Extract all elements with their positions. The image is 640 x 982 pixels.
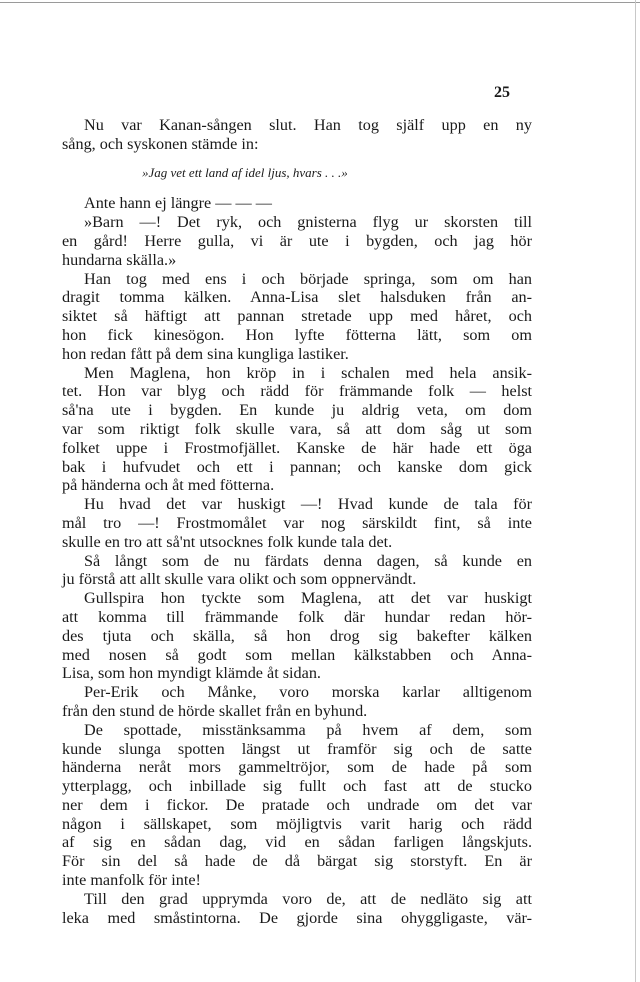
text-line: sång, och syskonen stämde in:: [62, 134, 259, 153]
text-line: så'na ute i bygden. En kunde ju aldrig veta, om dom: [62, 401, 532, 420]
text-line: Till den grad upprymda voro de, att de nedläto sig att: [84, 889, 532, 908]
text-line: händerna neråt mors gammeltröjor, som de hade på som: [62, 758, 532, 777]
text-line: des tjuta och skälla, så hon drog sig bakefter kälken: [62, 626, 532, 645]
text-line: ytterplagg, och inbillade sig fullt och fast att de stucko: [62, 777, 532, 796]
text-line: Han tog med ens i och började springa, som om han: [84, 269, 532, 288]
text-line: hundarna skälla.»: [62, 250, 177, 269]
text-line: mål tro —! Frostmomålet var nog särskildt fint, så inte: [62, 513, 532, 532]
text-line: var som riktigt folk skulle vara, så att dom såg ut som: [62, 419, 532, 438]
text-line: ju förstå att allt skulle vara olikt och som oppnervändt.: [62, 570, 417, 589]
quoted-verse-line: »Jag vet ett land af idel ljus, hvars . . .»: [142, 164, 348, 180]
text-line: af sig en sådan dag, vid en sådan farligen långskjuts.: [62, 833, 532, 852]
text-line: »Barn —! Det ryk, och gnisterna flyg ur skorsten till: [84, 213, 532, 232]
text-line: Så långt som de nu färdats denna dagen, så kunde en: [84, 551, 532, 570]
body-text: [62, 116, 532, 927]
page-number: 25: [494, 84, 510, 101]
text-line: Gullspira hon tyckte som Maglena, att det var huskigt: [84, 589, 532, 608]
text-line: på händerna och åt med fötterna.: [62, 476, 275, 495]
text-line: Lisa, som hon myndigt klämde åt sidan.: [62, 664, 321, 683]
text-line: siktet så häftigt att pannan stretade upp med håret, och: [62, 307, 532, 326]
text-line: För sin del så hade de då bärgat sig storstyft. En är: [62, 852, 532, 871]
text-line: Per-Erik och Månke, voro morska karlar alltigenom: [84, 683, 532, 702]
text-line: Men Maglena, hon kröp in i schalen med hela ansik-: [84, 363, 532, 382]
text-line: en gård! Herre gulla, vi är ute i bygden, och jag hör: [62, 231, 532, 250]
text-line: Nu var Kanan-sången slut. Han tog själf upp en ny: [84, 116, 532, 134]
text-line: leka med småstintorna. De gjorde sina ohyggligaste, vär-: [62, 908, 532, 927]
text-line: ner dem i fickor. De pratade och undrade om det var: [62, 795, 532, 814]
page-edge-line: [635, 0, 636, 982]
text-line: hon fick kinesögon. Hon lyfte fötterna lätt, som om: [62, 325, 532, 344]
top-edge-rule: [0, 2, 640, 3]
text-line: inte manfolk för inte!: [62, 871, 201, 890]
text-line: De spottade, misstänksamma på hvem af dem, som: [84, 720, 532, 739]
text-line: från den stund de hörde skallet från en byhund.: [62, 701, 368, 720]
text-line: med nosen så godt som mellan kälkstabben och Anna-: [62, 645, 532, 664]
text-line: att komma till främmande folk där hundar redan hör-: [62, 607, 532, 626]
text-line: Hu hvad det var huskigt —! Hvad kunde de tala för: [84, 495, 532, 514]
text-line: tet. Hon var blyg och rädd för främmande folk — helst: [62, 382, 532, 401]
text-line: hon redan fått på dem sina kungliga lastiker.: [62, 344, 349, 363]
text-line: bak i hufvudet och ett i pannan; och kanske dom gick: [62, 457, 532, 476]
text-line: folket uppe i Frostmofjället. Kanske de här hade ett öga: [62, 438, 532, 457]
text-line: kunde slunga spotten längst ut framför sig och de satte: [62, 739, 532, 758]
text-line: skulle en tro att så'nt utsocknes folk kunde tala det.: [62, 532, 393, 551]
text-line: Ante hann ej längre — — —: [84, 194, 272, 213]
text-line: någon i sällskapet, som möjligtvis varit harig och rädd: [62, 814, 532, 833]
text-line: dragit tomma kälken. Anna-Lisa slet halsduken från an-: [62, 288, 532, 307]
